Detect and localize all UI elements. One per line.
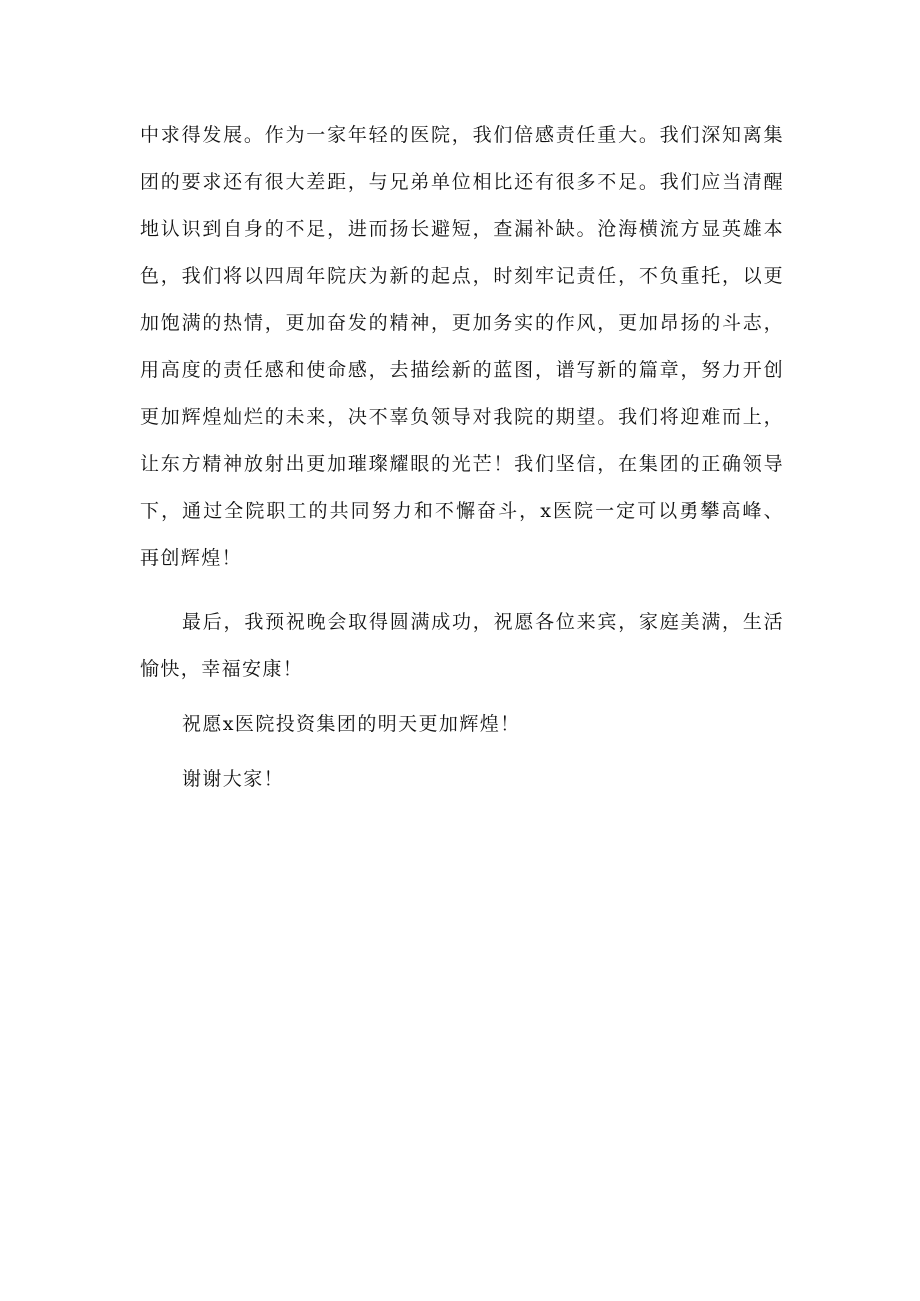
thanks-paragraph: 谢谢大家！ [182,768,285,790]
closing-wishes-paragraph: 最后，我预祝晚会取得圆满成功，祝愿各位来宾，家庭美满，生活愉快，幸福安康！ [140,611,784,680]
group-wish-paragraph: 祝愿x医院投资集团的明天更加辉煌！ [182,713,521,735]
document-body [140,112,784,803]
body-paragraph: 中求得发展。作为一家年轻的医院，我们倍感责任重大。我们深知离集团的要求还有很大差距，与兄弟单位相比还有很多不足。我们应当清醒地认识到自身的不足，进而扬长避短，查漏补缺。沧海横流方显英雄本色，我们将以四周年院庆为新的起点，时刻牢记责任，不负重托，以更加饱满的热情，更加奋发的精神，更加务实的作风，更加昂扬的斗志，用高度的责任感和使命感，去描绘新的蓝图，谱写新的篇章，努力开创更加辉煌灿烂的未来，决不辜负领导对我院的期望。我们将迎难而上，让东方精神放射出更加璀璨耀眼的光芒！我们坚信，在集团的正确领导下，通过全院职工的共同努力和不懈奋斗，x医院一定可以勇攀高峰、再创辉煌！ [140,124,784,569]
